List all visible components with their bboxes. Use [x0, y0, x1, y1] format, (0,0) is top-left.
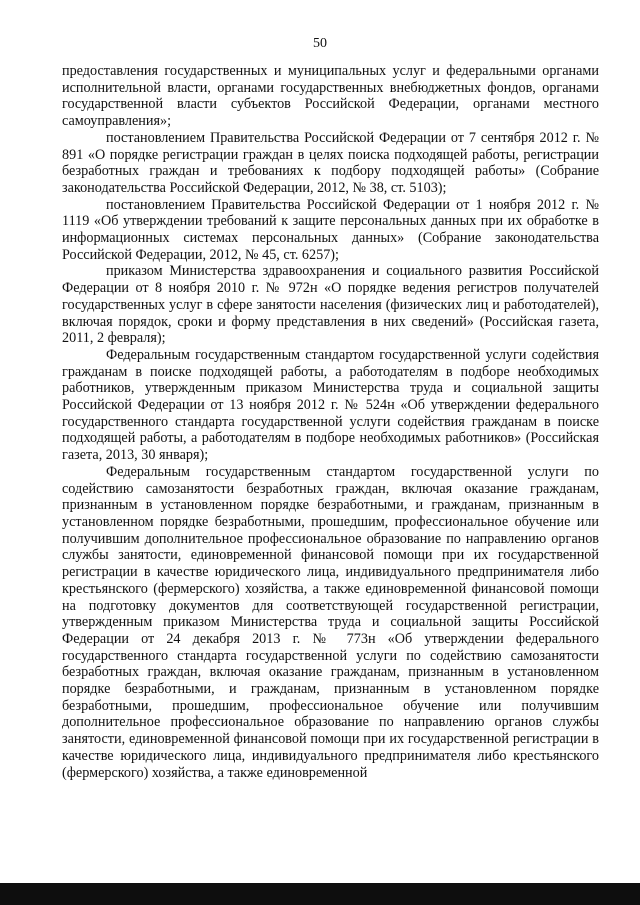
paragraph: постановлением Правительства Российской Федерации от 7 сентября 2012 г. № 891 «О порядке регистрации граждан в целях поиска подходящей работы, регистрации безработных граждан и требованиях к подбору подходящей работы» (Собрание законодательства Российской Федерации, 2012, № 38, ст. 5103); — [62, 129, 599, 196]
paragraph: Федеральным государственным стандартом государственной услуги по содействию самозанятости безработных граждан, включая оказание гражданам, признанным в установленном порядке безработными, и гражданам, признанным в установленном порядке безработными, прошедшим, профессиональное обучение или получившим дополнительное профессиональное образование по направлению органов службы занятости, единовременной финансовой помощи при их государственной регистрации в качестве юридического лица, индивидуального предпринимателя либо крестьянского (фермерского) хозяйства, а также единовременной финансовой помощи на подготовку документов для соответствующей государственной регистрации, утвержденным приказом Министерства труда и социальной защиты Российской Федерации от 24 декабря 2013 г. № 773н «Об утверждении федерального государственного стандарта государственной услуги по содействию самозанятости безработных граждан, включая оказание гражданам, признанным в установленном порядке безработными, и гражданам, признанным в установленном порядке безработными, прошедшим, профессиональное обучение или получившим дополнительное профессиональное образование по направлению органов службы занятости, единовременной финансовой помощи при их государственной регистрации в качестве юридического лица, индивидуального предпринимателя либо крестьянского (фермерского) хозяйства, а также единовременной — [62, 463, 599, 781]
paragraph: предоставления государственных и муниципальных услуг и федеральными органами исполнительной власти, органами государственных внебюджетных фондов, органами государственной власти субъектов Российской Федерации, органами местного самоуправления»; — [62, 63, 599, 130]
paragraph: Федеральным государственным стандартом государственной услуги содействия гражданам в поиске подходящей работы, а работодателям в подборе необходимых работников, утвержденным приказом Министерства труда и социальной защиты Российской Федерации от 13 ноября 2012 г. № 524н «Об утверждении федерального государственного стандарта государственной услуги содействия гражданам в поиске подходящей работы, а работодателям в подборе необходимых работников» (Российская газета, 2013, 30 января); — [62, 346, 599, 464]
paragraph: приказом Министерства здравоохранения и социального развития Российской Федерации от 8 ноября 2010 г. № 972н «О порядке ведения регистров получателей государственных услуг в сфере занятости населения (физических лиц и работодателей), включая порядок, сроки и форму представления в них сведений» (Российская газета, 2011, 2 февраля); — [62, 263, 599, 347]
document-body — [62, 63, 599, 781]
paragraph: постановлением Правительства Российской Федерации от 1 ноября 2012 г. № 1119 «Об утверждении требований к защите персональных данных при их обработке в информационных системах персональных данных» (Собрание законодательства Российской Федерации, 2012, № 45, ст. 6257); — [62, 196, 599, 263]
scan-edge-bar — [0, 883, 640, 905]
page-number: 50 — [313, 36, 327, 51]
